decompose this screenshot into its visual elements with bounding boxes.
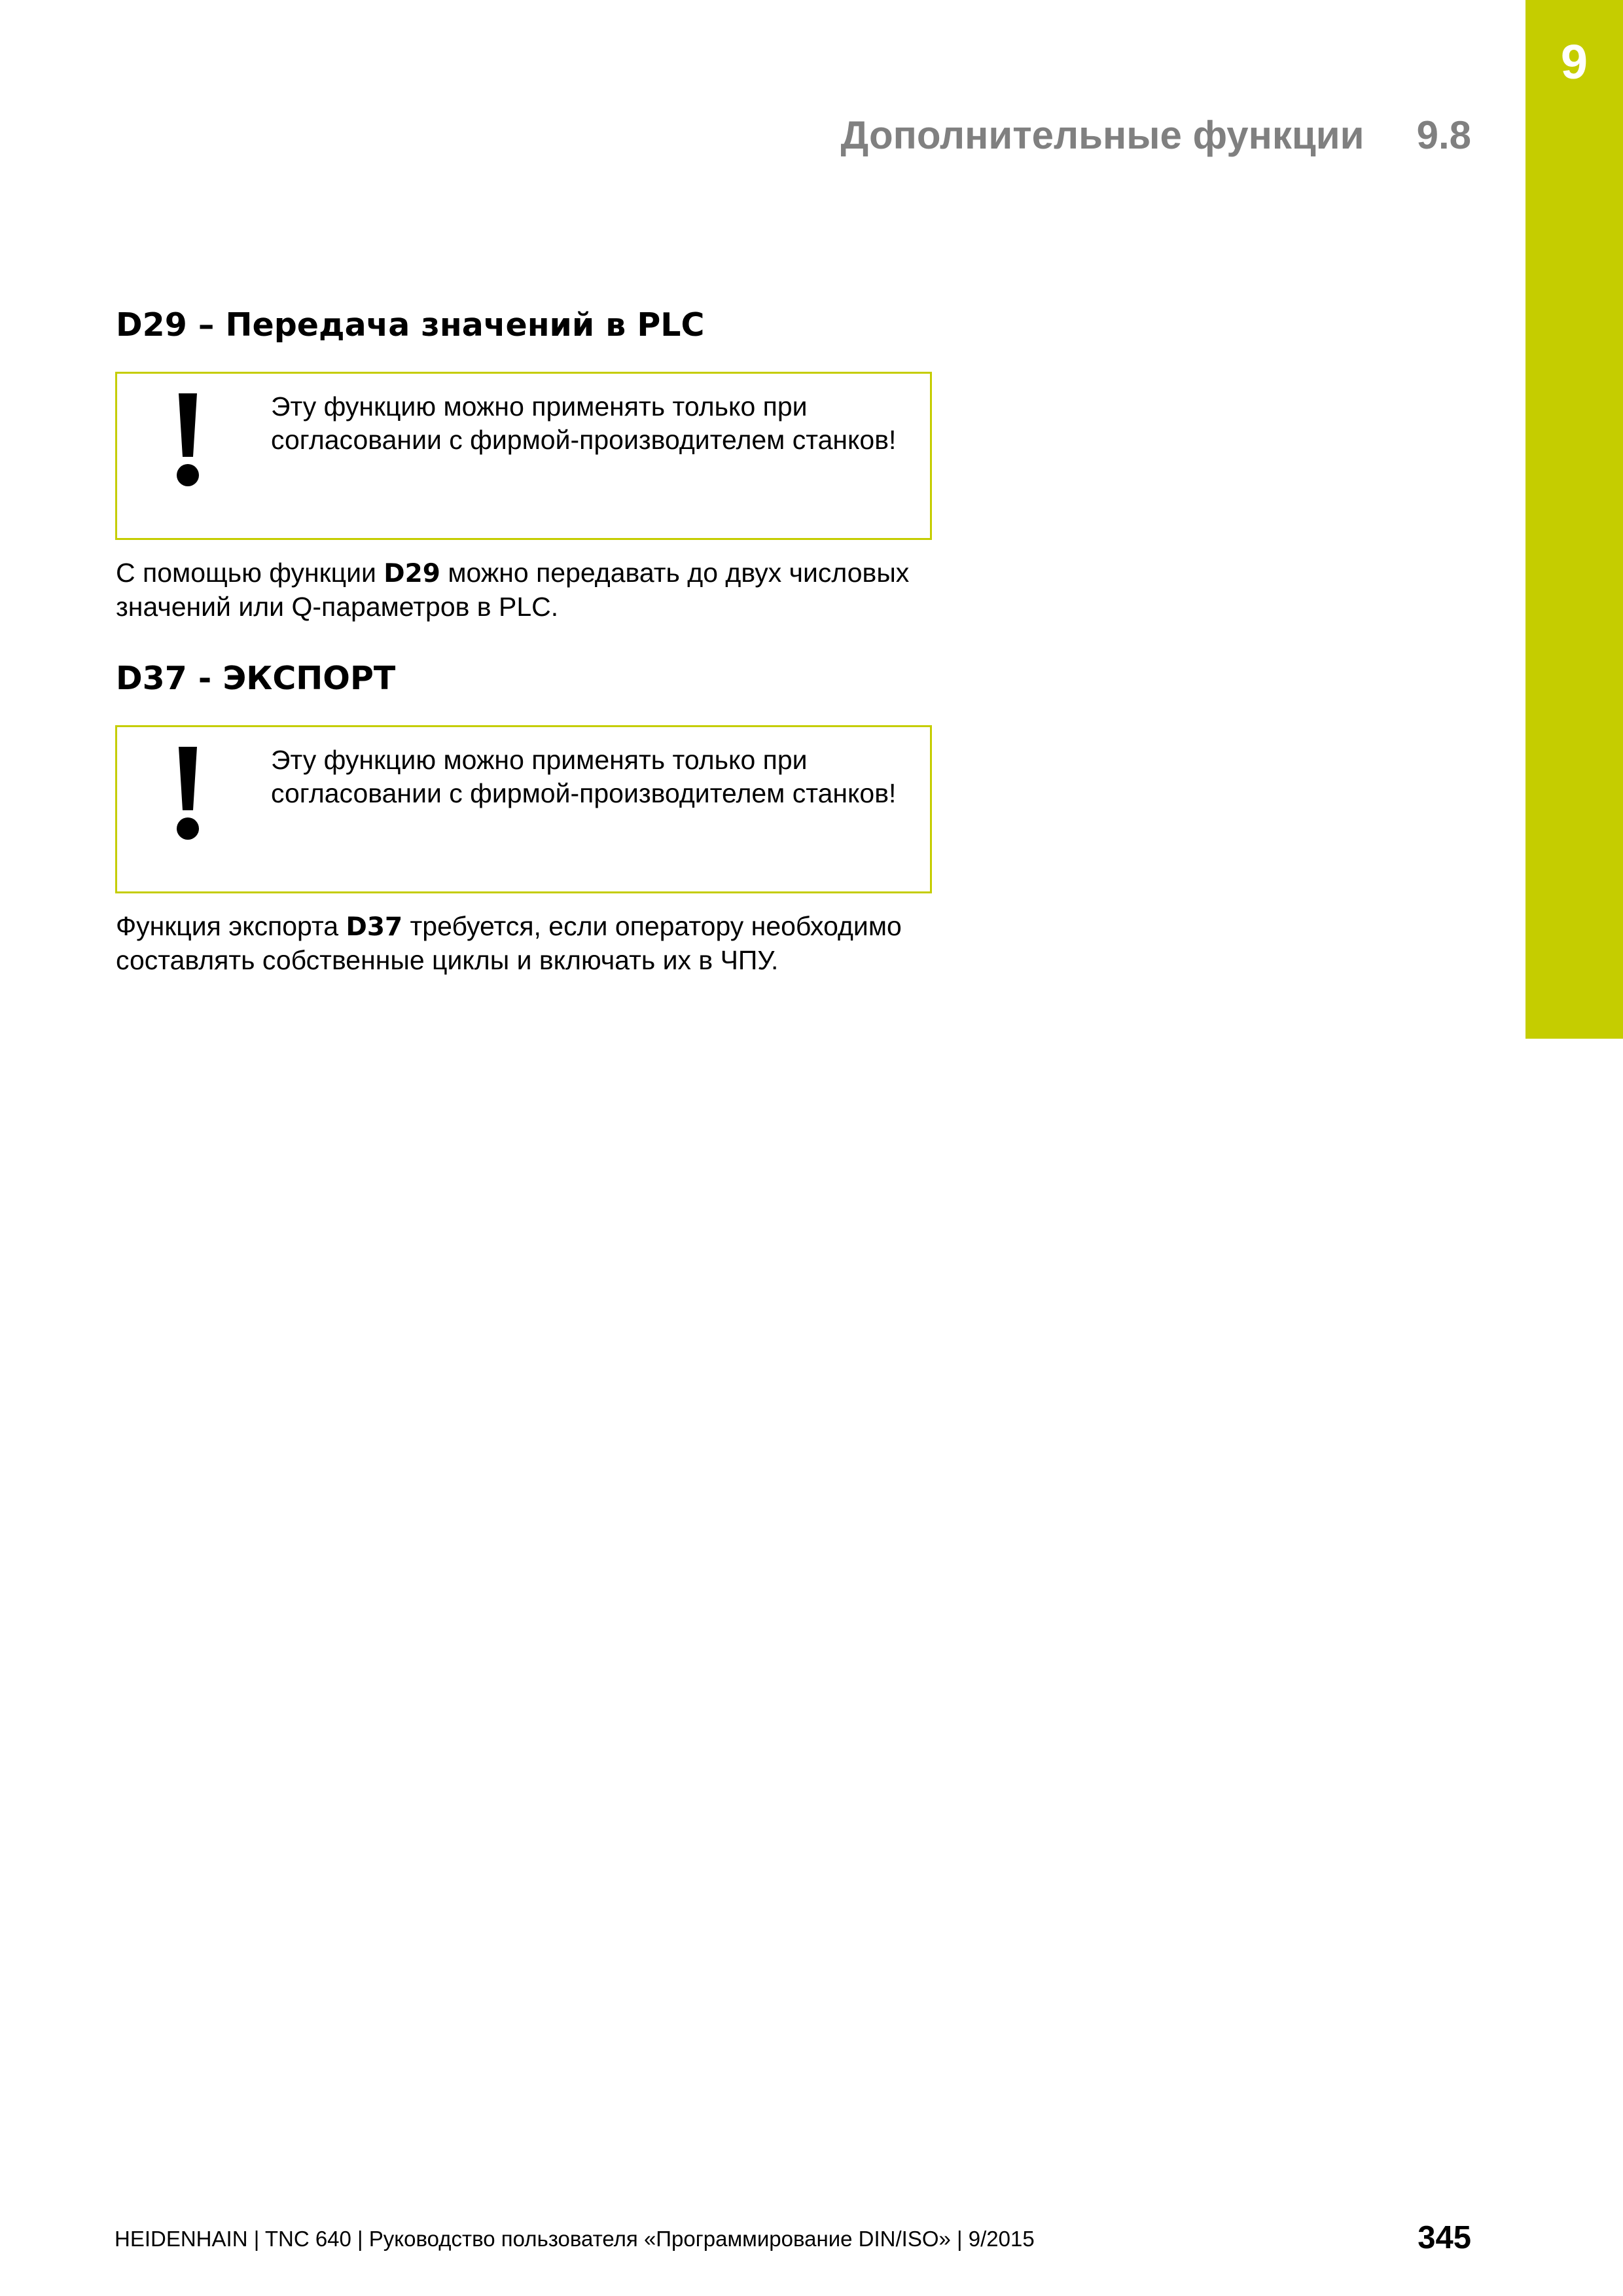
note-text bbox=[271, 744, 917, 810]
paragraph-line: составлять собственные циклы и включать их в ЧПУ. bbox=[116, 945, 779, 975]
paragraph-text: Функция экспорта bbox=[116, 911, 346, 941]
note-text-line: Эту функцию можно применять только при bbox=[271, 745, 808, 775]
header-title: Дополнительные функции bbox=[840, 113, 1364, 157]
function-code: D29 bbox=[383, 559, 440, 588]
header-section-number: 9.8 bbox=[1416, 113, 1471, 157]
chapter-tab bbox=[1525, 0, 1623, 1039]
paragraph-text: С помощью функции bbox=[116, 558, 384, 588]
paragraph-line: значений или Q-параметров в PLC. bbox=[116, 592, 559, 622]
chapter-number: 9 bbox=[1560, 35, 1588, 89]
exclamation-icon bbox=[175, 393, 201, 486]
paragraph-line bbox=[116, 556, 940, 590]
exclamation-icon bbox=[175, 747, 201, 840]
paragraph-text: можно передавать до двух числовых bbox=[440, 558, 910, 588]
section-heading-d29: D29 – Передача значений в PLC bbox=[116, 306, 705, 344]
running-header bbox=[840, 113, 1471, 157]
body-paragraph-d29 bbox=[116, 556, 940, 624]
note-text bbox=[271, 390, 917, 457]
section-heading-d37: D37 - ЭКСПОРТ bbox=[116, 660, 396, 697]
body-paragraph-d37 bbox=[116, 910, 940, 977]
note-text-line: согласовании с фирмой-производителем станков! bbox=[271, 425, 897, 455]
paragraph-text: требуется, если оператору необходимо bbox=[402, 911, 902, 941]
page-number: 345 bbox=[1418, 2220, 1471, 2255]
note-box-d29 bbox=[115, 372, 932, 540]
function-code: D37 bbox=[346, 912, 403, 942]
note-box-d37 bbox=[115, 725, 932, 893]
footer-text: HEIDENHAIN | TNC 640 | Руководство пользователя «Программирование DIN/ISO» | 9/2015 bbox=[115, 2227, 1035, 2251]
note-text-line: Эту функцию можно применять только при bbox=[271, 391, 808, 422]
note-text-line: согласовании с фирмой-производителем станков! bbox=[271, 778, 897, 808]
paragraph-line bbox=[116, 910, 940, 944]
